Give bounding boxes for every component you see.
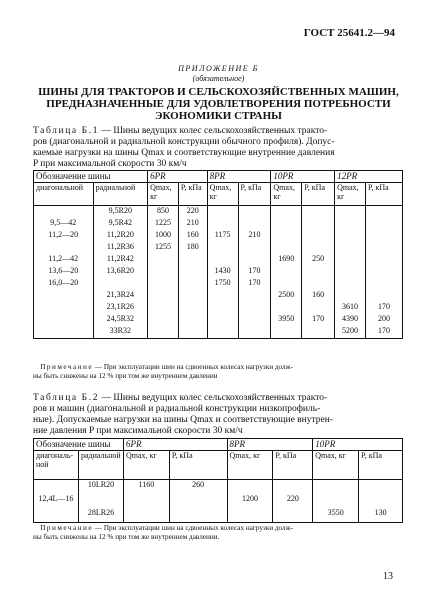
table-cell — [227, 508, 273, 523]
table-cell: 170 — [238, 278, 271, 290]
radial-header: радиальной — [78, 451, 123, 480]
table-cell — [207, 218, 238, 230]
caption-line: ров (диагональной и радиальной конструкции обычного профиля). Допус- — [33, 137, 335, 147]
table-row — [34, 242, 403, 254]
load-header: Qmax, кг — [227, 451, 273, 480]
table-cell — [207, 242, 238, 254]
note-line: — При эксплуатации шин на сдвоенных колесах нагрузки долж- — [94, 524, 293, 532]
table-cell — [34, 302, 94, 314]
table-cell — [271, 218, 302, 230]
table-cell — [359, 480, 403, 495]
table-cell: 9,5R42 — [93, 218, 147, 230]
table-cell — [365, 278, 402, 290]
note-label: Примечание — [40, 363, 94, 371]
load-header: Qmax, кг — [148, 183, 179, 206]
table-cell: 170 — [238, 266, 271, 278]
caption-line: P при максимальной скорости 30 км/ч — [33, 159, 187, 169]
table-row — [34, 266, 403, 278]
table-cell — [365, 206, 402, 219]
table-cell — [169, 508, 227, 523]
table-cell — [302, 266, 335, 278]
pressure-header: P, кПа — [238, 183, 271, 206]
table-cell — [207, 302, 238, 314]
table-cell: 130 — [359, 508, 403, 523]
table-cell: 24,5R32 — [93, 314, 147, 326]
designation-header: Обозначение шины — [34, 171, 148, 183]
table-cell — [227, 480, 273, 495]
note-line: ны быть снижены на 12 % при том же внутреннем давлении. — [33, 533, 220, 541]
table-cell: 13,6—20 — [34, 266, 94, 278]
pressure-header: P, кПа — [302, 183, 335, 206]
table-cell: 1690 — [271, 254, 302, 266]
table-cell: 11,2—20 — [34, 230, 94, 242]
table-cell — [273, 480, 313, 495]
table-row — [34, 494, 403, 508]
table-cell: 1255 — [148, 242, 179, 254]
table-cell: 250 — [302, 254, 335, 266]
table-cell — [148, 302, 179, 314]
table-cell — [238, 254, 271, 266]
table-row — [34, 302, 403, 314]
table-cell — [271, 302, 302, 314]
table-cell — [178, 326, 207, 339]
load-header: Qmax, кг — [335, 183, 366, 206]
table2-body — [34, 480, 403, 523]
table-cell — [178, 254, 207, 266]
table-cell: 220 — [178, 206, 207, 219]
table-cell — [123, 508, 169, 523]
ply-header-8pr: 8PR — [227, 439, 313, 451]
table-cell — [365, 266, 402, 278]
table-cell — [271, 230, 302, 242]
table-cell — [34, 290, 94, 302]
table-cell — [34, 508, 79, 523]
table-cell: 33R32 — [93, 326, 147, 339]
ply-header-10pr: 10PR — [313, 439, 403, 451]
section-title-line: ПРЕДНАЗНАЧЕННЫЕ ДЛЯ УДОВЛЕТВОРЕНИЯ ПОТРЕБНОСТИ — [46, 98, 391, 110]
pressure-header: P, кПа — [273, 451, 313, 480]
table-cell: 9,5—42 — [34, 218, 94, 230]
table-cell: 9,5R20 — [93, 206, 147, 219]
table2-note — [33, 524, 403, 542]
table-cell — [34, 326, 94, 339]
caption-line: — Шины ведущих колес сельскохозяйственных тракто- — [101, 126, 328, 136]
table-cell: 1430 — [207, 266, 238, 278]
table-cell — [207, 206, 238, 219]
table-cell — [178, 302, 207, 314]
pressure-header: P, кПа — [169, 451, 227, 480]
table-cell: 210 — [178, 218, 207, 230]
table-cell — [238, 302, 271, 314]
diagonal-header: диагональ-ной — [34, 451, 79, 480]
table-cell — [148, 314, 179, 326]
appendix-subtitle: (обязательное) — [192, 74, 245, 83]
pressure-header: P, кПа — [365, 183, 402, 206]
table-cell — [207, 254, 238, 266]
table-cell — [335, 254, 366, 266]
table-cell: 220 — [273, 494, 313, 508]
table-row — [34, 508, 403, 523]
table-cell — [78, 494, 123, 508]
table-cell — [365, 254, 402, 266]
table-cell: 180 — [178, 242, 207, 254]
caption-line: ние давления P при максимальной скорости 30 км/ч — [33, 426, 243, 436]
table-cell: 1000 — [148, 230, 179, 242]
table-cell — [238, 326, 271, 339]
pressure-header: P, кПа — [178, 183, 207, 206]
note-line: ны быть снижены на 12 % при том же внутреннем давлении — [33, 372, 218, 380]
table-cell — [238, 290, 271, 302]
table-cell: 11,2R20 — [93, 230, 147, 242]
note-line: — При эксплуатации шин на сдвоенных колесах нагрузки долж- — [94, 363, 293, 371]
table2-label: Таблица Б.2 — [33, 393, 100, 403]
section-title-line: ЭКОНОМИКИ СТРАНЫ — [155, 110, 282, 122]
table-cell: 3550 — [313, 508, 359, 523]
table-cell — [207, 314, 238, 326]
table-cell: 2500 — [271, 290, 302, 302]
table-row — [34, 230, 403, 242]
table-row — [34, 218, 403, 230]
table-cell — [365, 218, 402, 230]
table1 — [33, 170, 403, 339]
document-header: ГОСТ 25641.2—94 — [303, 27, 395, 39]
page-number: 13 — [383, 571, 393, 582]
table-row — [34, 206, 403, 219]
table-cell — [313, 480, 359, 495]
caption-line: ров и машин (диагональной и радиальной конструкции низкопрофиль- — [33, 404, 321, 414]
note-label: Примечание — [40, 524, 94, 532]
table-cell — [34, 206, 94, 219]
table2-caption — [33, 393, 403, 437]
table-row — [34, 290, 403, 302]
table1-note — [33, 363, 403, 381]
table-cell — [178, 278, 207, 290]
table-cell — [34, 314, 94, 326]
table-cell — [335, 266, 366, 278]
table1-body — [34, 206, 403, 339]
table-cell — [359, 494, 403, 508]
table-cell: 10LR20 — [78, 480, 123, 495]
table-cell — [271, 206, 302, 219]
table-cell: 170 — [302, 314, 335, 326]
table-row — [34, 314, 403, 326]
caption-line: каемые нагрузки на шины Qmax и соответствующие внутренние давления — [33, 148, 335, 158]
table-cell — [273, 508, 313, 523]
table-cell: 16,0—20 — [34, 278, 94, 290]
table-cell — [302, 206, 335, 219]
table-cell: 170 — [365, 302, 402, 314]
table-cell: 12,4L—16 — [34, 494, 79, 508]
table-cell: 200 — [365, 314, 402, 326]
section-title-line: ШИНЫ ДЛЯ ТРАКТОРОВ И СЕЛЬСКОХОЗЯЙСТВЕННЫХ МАШИН, — [38, 86, 399, 98]
table-cell: 160 — [302, 290, 335, 302]
ply-header-6pr: 6PR — [148, 171, 208, 183]
table-cell — [178, 266, 207, 278]
table-cell — [238, 206, 271, 219]
table-cell — [271, 242, 302, 254]
table-cell — [148, 290, 179, 302]
table-cell — [271, 266, 302, 278]
pressure-header: P, кПа — [359, 451, 403, 480]
table-cell: 850 — [148, 206, 179, 219]
table-row — [34, 480, 403, 495]
table-cell — [34, 242, 94, 254]
table-cell: 11,2R42 — [93, 254, 147, 266]
table-cell — [313, 494, 359, 508]
table-cell — [123, 494, 169, 508]
load-header: Qmax, кг — [313, 451, 359, 480]
table-cell: 13,6R20 — [93, 266, 147, 278]
table-cell — [335, 230, 366, 242]
table-cell: 170 — [365, 326, 402, 339]
table-cell — [93, 278, 147, 290]
table-cell — [365, 230, 402, 242]
table-cell: 260 — [169, 480, 227, 495]
table1-label: Таблица Б.1 — [33, 126, 100, 136]
table-cell — [238, 314, 271, 326]
table-cell: 160 — [178, 230, 207, 242]
table2 — [33, 438, 403, 523]
table-cell: 21,3R24 — [93, 290, 147, 302]
table-cell — [178, 290, 207, 302]
table-cell — [302, 230, 335, 242]
section-title — [0, 86, 437, 122]
table-cell — [169, 494, 227, 508]
table-cell — [335, 290, 366, 302]
table-cell: 23,1R26 — [93, 302, 147, 314]
table-cell — [148, 326, 179, 339]
table-cell: 11,2—42 — [34, 254, 94, 266]
table-cell — [335, 206, 366, 219]
ply-header-6pr: 6PR — [123, 439, 227, 451]
table-cell: 1200 — [227, 494, 273, 508]
ply-header-8pr: 8PR — [207, 171, 271, 183]
table-row — [34, 254, 403, 266]
table-cell — [302, 278, 335, 290]
load-header: Qmax, кг — [207, 183, 238, 206]
table-cell — [335, 278, 366, 290]
table-cell: 5200 — [335, 326, 366, 339]
table-cell — [207, 326, 238, 339]
table1-caption — [33, 126, 403, 170]
table-row — [34, 326, 403, 339]
table-cell — [335, 218, 366, 230]
table-cell: 28LR26 — [78, 508, 123, 523]
diagonal-header: диагональной — [34, 183, 94, 206]
table-cell — [148, 266, 179, 278]
table-cell — [238, 242, 271, 254]
table-cell — [34, 480, 79, 495]
table-cell: 1175 — [207, 230, 238, 242]
table-cell — [148, 278, 179, 290]
table-cell — [335, 242, 366, 254]
table-cell: 1225 — [148, 218, 179, 230]
appendix-title: ПРИЛОЖЕНИЕ Б — [178, 64, 259, 73]
table-cell — [207, 290, 238, 302]
table-cell — [271, 278, 302, 290]
table-cell: 210 — [238, 230, 271, 242]
table-cell — [302, 302, 335, 314]
ply-header-10pr: 10PR — [271, 171, 335, 183]
table-cell: 3950 — [271, 314, 302, 326]
table-cell — [302, 218, 335, 230]
table-cell: 11,2R36 — [93, 242, 147, 254]
table-cell — [238, 218, 271, 230]
table-row — [34, 278, 403, 290]
caption-line: ные). Допускаемые нагрузки на шины Qmax и соответствующие внутрен- — [33, 415, 333, 425]
table-cell — [302, 242, 335, 254]
table-cell — [302, 326, 335, 339]
caption-line: — Шины ведущих колес сельскохозяйственных тракто- — [101, 393, 328, 403]
designation-header: Обозначение шины — [34, 439, 124, 451]
table-cell — [148, 254, 179, 266]
radial-header: радиальной — [93, 183, 147, 206]
table-cell — [271, 326, 302, 339]
table-cell — [178, 314, 207, 326]
table-cell: 3610 — [335, 302, 366, 314]
load-header: Qmax, кг — [123, 451, 169, 480]
table-cell — [365, 290, 402, 302]
table-cell: 4390 — [335, 314, 366, 326]
table-cell — [365, 242, 402, 254]
ply-header-12pr: 12PR — [335, 171, 403, 183]
table-cell: 1160 — [123, 480, 169, 495]
load-header: Qmax, кг — [271, 183, 302, 206]
table-cell: 1750 — [207, 278, 238, 290]
